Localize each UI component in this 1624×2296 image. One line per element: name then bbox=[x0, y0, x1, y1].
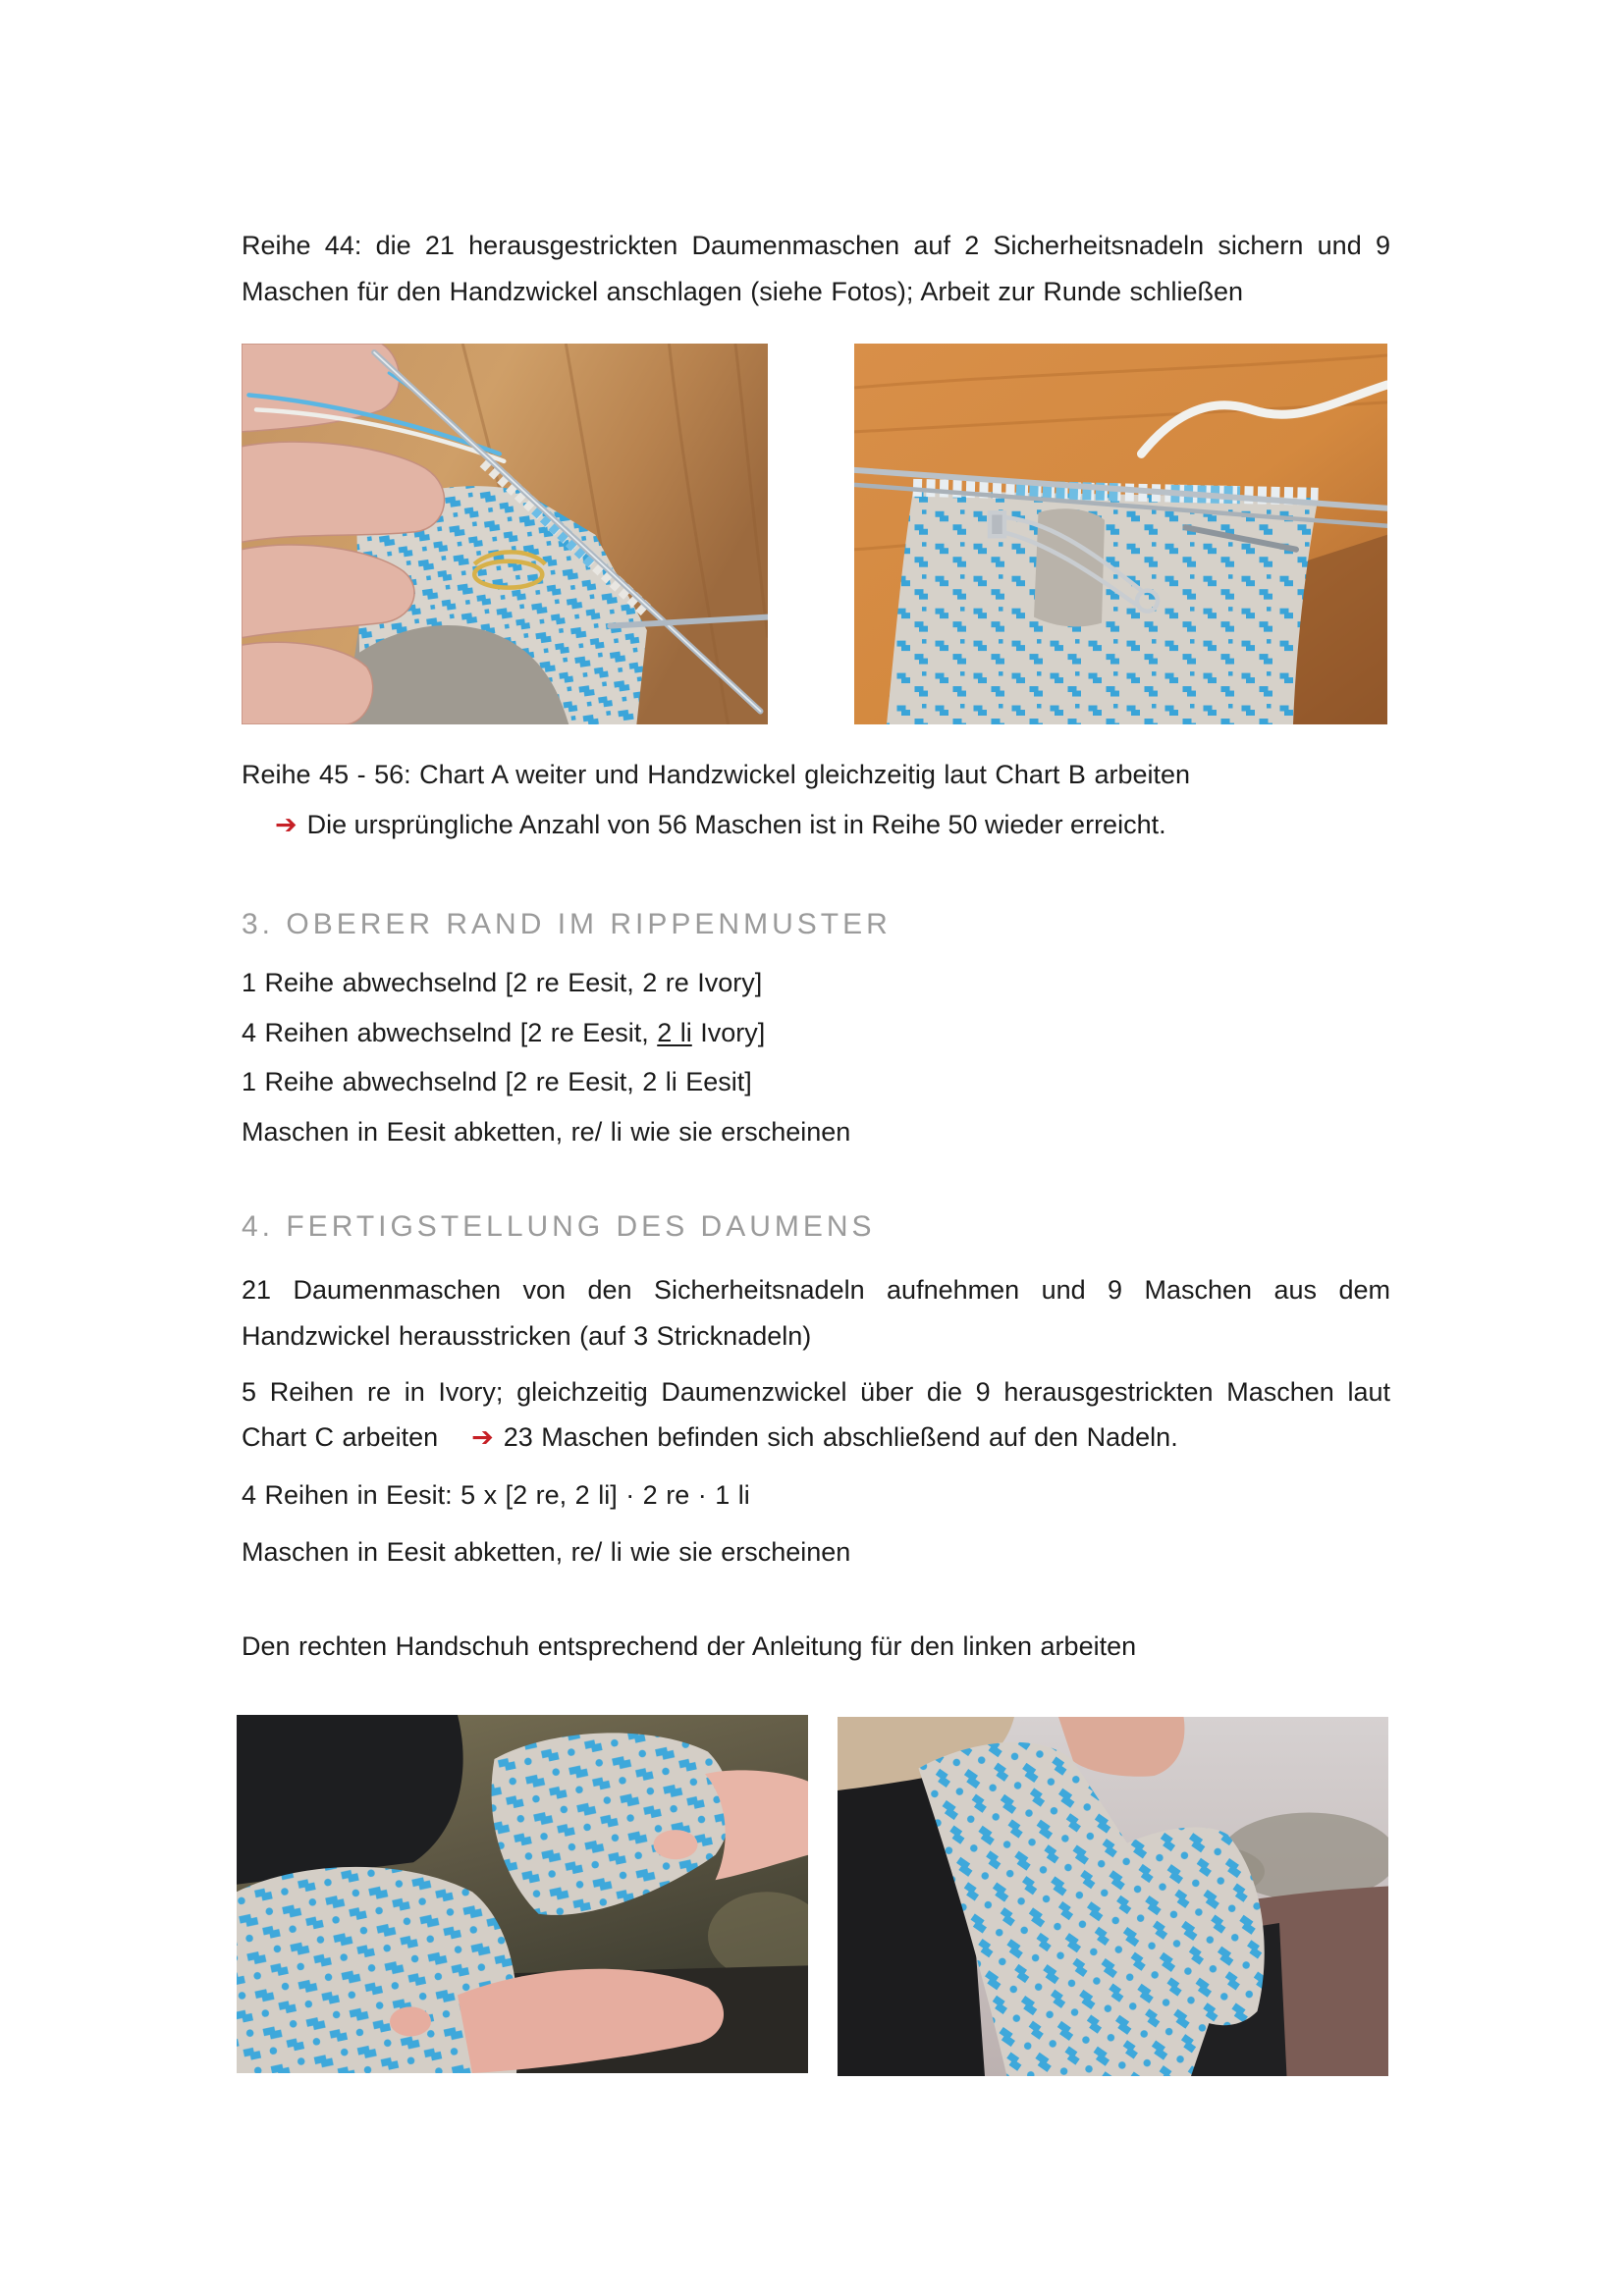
photo-illustration bbox=[237, 1715, 808, 2073]
paragraph-2-text: 5 Reihen re in Ivory; gleichzeitig Daumenzwickel über die 9 herausgestrickten Maschen laut Chart C arbeiten bbox=[242, 1377, 1390, 1452]
photo-illustration bbox=[242, 344, 768, 724]
section-3-line-4: Maschen in Eesit abketten, re/ li wie sie erscheinen bbox=[242, 1117, 851, 1147]
photo-illustration bbox=[854, 344, 1387, 724]
section-3-line-3: 1 Reihe abwechselnd [2 re Eesit, 2 li Eesit] bbox=[242, 1067, 752, 1096]
section-3-line-1: 1 Reihe abwechselnd [2 re Eesit, 2 re Ivory] bbox=[242, 968, 763, 997]
row-44-instruction: Reihe 44: die 21 herausgestrickten Daumenmaschen auf 2 Sicherheitsnadeln sichern und 9 Maschen für den Handzwickel anschlagen (siehe Fotos); Arbeit zur Runde schließen bbox=[242, 231, 1390, 306]
arrow-icon: ➔ bbox=[275, 810, 298, 840]
photo-thumb-stitches-on-pin bbox=[854, 344, 1387, 724]
underlined-stitch: 2 li bbox=[657, 1018, 692, 1047]
stitch-count-note-text: Die ursprüngliche Anzahl von 56 Maschen ist in Reihe 50 wieder erreicht. bbox=[306, 810, 1166, 839]
photo-casting-on-gusset bbox=[242, 344, 768, 724]
section-3-heading: 3. OBERER RAND IM RIPPENMUSTER bbox=[242, 908, 892, 940]
section-4-paragraph-1: 21 Daumenmaschen von den Sicherheitsnadeln aufnehmen und 9 Maschen aus dem Handzwickel herausstricken (auf 3 Stricknadeln) bbox=[242, 1275, 1390, 1351]
closing-instruction: Den rechten Handschuh entsprechend der Anleitung für den linken arbeiten bbox=[242, 1631, 1137, 1661]
line-2-end: Ivory] bbox=[691, 1018, 766, 1047]
photo-illustration bbox=[838, 1717, 1388, 2076]
photo-finished-mitts-worn bbox=[838, 1717, 1388, 2076]
section-4-heading: 4. FERTIGSTELLUNG DES DAUMENS bbox=[242, 1210, 876, 1243]
row-45-56-instruction: Reihe 45 - 56: Chart A weiter und Handzwickel gleichzeitig laut Chart B arbeiten bbox=[242, 760, 1191, 789]
section-4-line-4: Maschen in Eesit abketten, re/ li wie sie erscheinen bbox=[242, 1537, 851, 1567]
arrow-icon: ➔ bbox=[471, 1422, 494, 1453]
stitch-count-note bbox=[275, 802, 1384, 848]
section-4-paragraph-2 bbox=[242, 1369, 1390, 1461]
paragraph-2-result: 23 Maschen befinden sich abschließend auf den Nadeln. bbox=[503, 1422, 1178, 1452]
line-2-start: 4 Reihen abwechselnd [2 re Eesit, bbox=[242, 1018, 658, 1047]
section-3-line-2 bbox=[242, 1010, 1390, 1056]
section-4-line-3: 4 Reihen in Eesit: 5 x [2 re, 2 li] · 2 re · 1 li bbox=[242, 1480, 750, 1510]
photo-finished-mitts-hands bbox=[237, 1715, 808, 2073]
